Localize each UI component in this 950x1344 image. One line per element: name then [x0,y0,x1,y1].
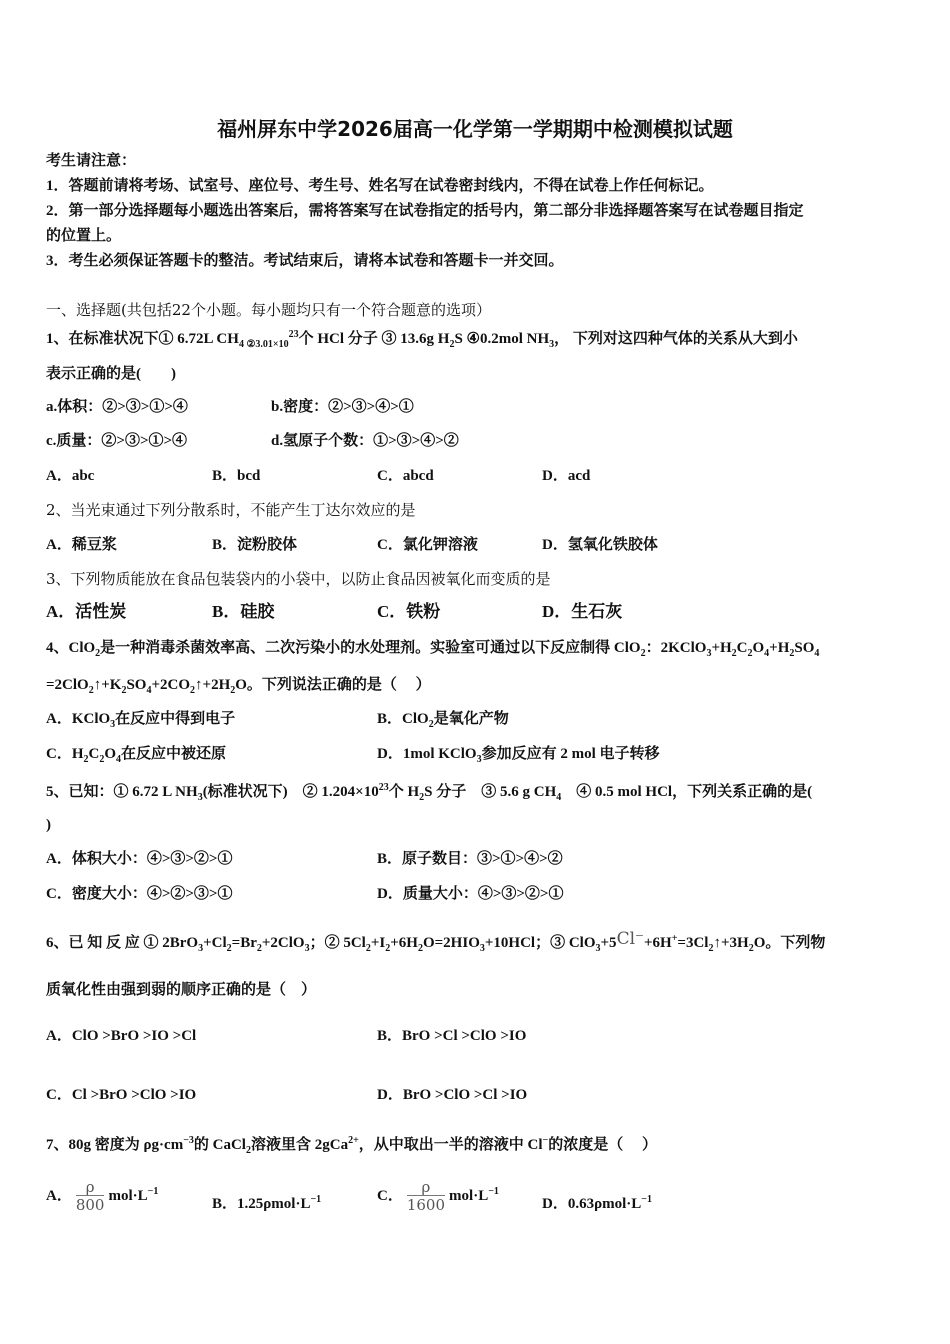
q1-statement-d: d.氢原子个数：①>③>④>② [271,433,459,449]
question-6-stem-cont: 质氧化性由强到弱的顺序正确的是（ ） [46,982,317,998]
q7-option-c[interactable]: C． $\frac{\rho}{1600}$ $mol\cdot L^{-1}$ [377,1178,499,1215]
notice-item: 1．答题前请将考场、试室号、座位号、考生号、姓名写在试卷密封线内，不得在试卷上作任何标记。 [46,178,714,194]
q1-statement-a: a.体积：②>③>①>④ [46,399,188,415]
q1-option-d[interactable]: D．acd [542,468,591,484]
question-4-stem: 4、ClO$_2$是一种消毒杀菌效率高、二次污染小的水处理剂。实验室可通过以下反应制得 ClO$_2$：$2KClO_3+H_2C_2O_4+H_2SO_4$ [46,640,820,659]
q1-option-a[interactable]: A．abc [46,468,95,484]
q7-option-a[interactable]: A． $\frac{\rho}{800}$ $mol\cdot L^{-1}$ [46,1178,159,1215]
section-title: 一、选择题(共包括22个小题。每小题均只有一个符合题意的选项） [46,301,491,319]
q3-option-c[interactable]: C．铁粉 [377,602,441,621]
q3-option-a[interactable]: A．活性炭 [46,602,127,621]
notice-item: 的位置上。 [46,228,122,244]
q5-option-c[interactable]: C．密度大小：④>②>③>① [46,886,233,902]
notice-item: 2．第一部分选择题每小题选出答案后，需将答案写在试卷指定的括号内，第二部分非选择题答案写在试卷题目指定 [46,203,804,219]
q5-option-b[interactable]: B．原子数目：③>①>④>② [377,851,563,867]
question-5-stem: 5、已知：① 6.72 L $NH_3$(标准状况下) ② $1.204\times 10^{23}$个 $H_2S$ 分子 ③ 5.6 g $CH_4$ ④ 0.5 mol HCl，下列关系正确的是( [46,782,813,803]
q7-option-d[interactable]: D．$0.63\rho mol\cdot L^{-1}$ [542,1194,652,1212]
fraction: $\frac{\rho}{800}$ [75,1178,105,1215]
q1-statement-c: c.质量：②>③>①>④ [46,433,188,449]
question-3-stem: 3、下列物质能放在食品包装袋内的小袋中，以防止食品因被氧化而变质的是 [46,570,551,588]
q2-option-b[interactable]: B．淀粉胶体 [212,537,298,553]
q4-option-c[interactable]: C．$H_2C_2O_4$在反应中被还原 [46,746,227,765]
notice-item: 3．考生必须保证答题卡的整洁。考试结束后，请将本试卷和答题卡一并交回。 [46,253,564,269]
q5-option-a[interactable]: A．体积大小：④>③>②>① [46,851,233,867]
question-1-stem: 1、在标准状况下① 6.72L $CH_{4 ②3.01\times 10}^{23}$个 HCl 分子 ③ 13.6g $H_2S$ ④0.2mol $NH_3$， 下列对这四种气体的关系从大到小 [46,329,798,350]
q2-option-a[interactable]: A．稀豆浆 [46,537,117,553]
q6-option-c[interactable]: C．Cl >BrO >ClO >IO [46,1087,197,1103]
q1-option-c[interactable]: C．abcd [377,468,434,484]
q3-option-d[interactable]: D．生石灰 [542,602,623,621]
q4-option-d[interactable]: D．1mol KClO$_3$参加反应有 2 mol 电子转移 [377,746,660,765]
q3-option-b[interactable]: B．硅胶 [212,602,275,621]
fraction: $\frac{\rho}{1600}$ [406,1178,446,1215]
question-5-stem-cont: ) [46,817,51,833]
question-4-stem-cont: $=2ClO_2↑+K_2SO_4+2CO_2↑+2H_2O$。下列说法正确的是（ ） [46,677,431,696]
q6-option-b[interactable]: B．BrO >Cl >ClO >IO [377,1028,527,1044]
q6-option-a[interactable]: A．ClO >BrO >IO >Cl [46,1028,197,1044]
q4-option-a[interactable]: A．KClO$_3$在反应中得到电子 [46,711,236,730]
page-title: 福州屏东中学2026届高一化学第一学期期中检测模拟试题 [217,117,733,141]
question-2-stem: 2、当光束通过下列分散系时，不能产生丁达尔效应的是 [46,501,416,519]
q2-option-d[interactable]: D．氢氧化铁胶体 [542,537,658,553]
q4-option-b[interactable]: B．ClO$_2$是氧化产物 [377,711,509,730]
q6-option-d[interactable]: D．BrO >ClO >Cl >IO [377,1087,528,1103]
q1-statement-b: b.密度：②>③>④>① [271,399,414,415]
q1-option-b[interactable]: B．bcd [212,468,261,484]
q2-option-c[interactable]: C．氯化钾溶液 [377,537,478,553]
notice-heading: 考生请注意： [46,153,137,169]
q5-option-d[interactable]: D．质量大小：④>③>②>① [377,886,564,902]
q7-option-b[interactable]: B．$1.25\rho mol\cdot L^{-1}$ [212,1194,322,1212]
question-1-stem-cont: 表示正确的是( ) [46,366,176,382]
question-7-stem: 7、80g 密度为 $\rho g\cdot cm^{-3}$的 CaCl$_2$溶液里含 2gCa$^{2+}$，从中取出一半的溶液中 Cl−的浓度是（ ） [46,1135,658,1156]
question-6-stem: 6、已 知 反 应 ① $2BrO_3+Cl_2=Br_2+2ClO_3$；② $5Cl_2+I_2+6H_2O=2HIO_3+10HCl$；③ $ClO_3+5Cl^-+6H^+=3Cl_2↑+3H_2O$。下列物 [46,929,826,954]
